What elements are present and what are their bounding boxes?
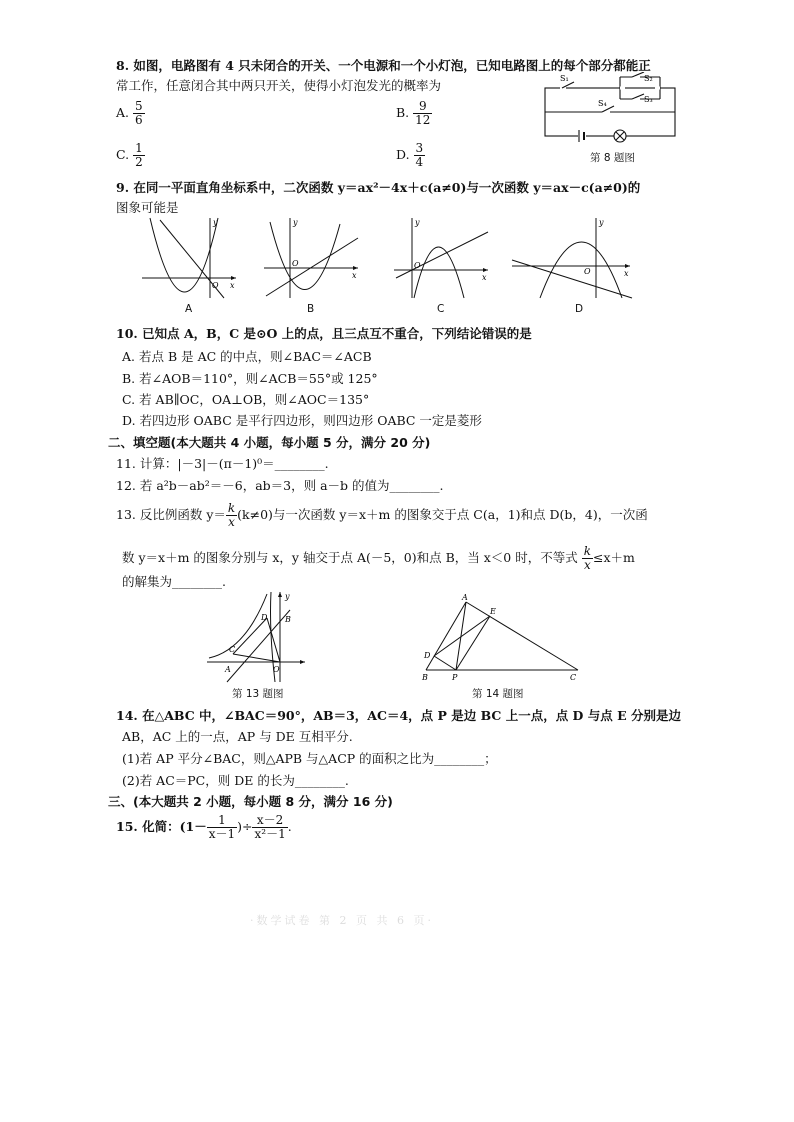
svg-text:y: y: [285, 592, 290, 601]
q8-figure-caption: 第 8 题图: [590, 152, 635, 164]
svg-text:B: B: [285, 615, 291, 624]
q8-option-c: C. $\frac{1}{2}$: [116, 141, 143, 170]
q9-graph-d: [510, 216, 635, 301]
svg-text:A: A: [225, 665, 231, 674]
q13-line3: 的解集为________.: [122, 574, 226, 589]
q14-figure-caption: 第 14 题图: [472, 688, 524, 700]
q8-label-s2: S₂: [644, 74, 653, 83]
q10-option-c: C. 若 AB∥OC，OA⊥OB，则∠AOC＝135°: [122, 392, 370, 407]
q14-part1: (1)若 AP 平分∠BAC，则△APB 与△ACP 的面积之比为________；: [122, 751, 497, 766]
svg-text:D: D: [261, 613, 268, 622]
q8-option-d: D. $\frac{3}{4}$: [396, 141, 424, 170]
svg-text:O: O: [584, 267, 591, 276]
q9-graph-a: [140, 216, 240, 301]
section-2-heading: 二、填空题(本大题共 4 小题，每小题 5 分，满分 20 分): [108, 435, 431, 450]
q9-label-b: B: [307, 303, 315, 315]
q10-option-d: D. 若四边形 OABC 是平行四边形，则四边形 OABC 一定是菱形: [122, 413, 482, 428]
q10-option-a: A. 若点 B 是 AC 的中点，则∠BAC＝∠ACB: [122, 349, 372, 364]
page-footer: ·数学试卷 第 2 页 共 6 页·: [250, 914, 434, 927]
q9-label-d: D: [575, 303, 584, 315]
q9-stem-line2: 图象可能是: [116, 200, 179, 215]
svg-text:O: O: [273, 665, 280, 674]
svg-text:x: x: [624, 269, 629, 278]
q8-label-s4: S₄: [598, 99, 607, 108]
q8-stem-line1: 8. 如图，电路图有 4 只未闭合的开关、一个电源和一个小灯泡，已知电路图上的每个部分都能正: [116, 58, 651, 73]
q10-stem: 10. 已知点 A，B，C 是⊙O 上的点，且三点互不重合，下列结论错误的是: [116, 326, 532, 341]
svg-text:C: C: [570, 673, 577, 682]
q15: 15. 化简：(1－ $\frac{1}{x-1}$ )÷ $\frac{x-2}{\text{x²－1}}$ .: [116, 813, 292, 842]
svg-text:y: y: [293, 218, 298, 227]
q10-option-b: B. 若∠AOB＝110°，则∠ACB＝55°或 125°: [122, 371, 378, 386]
svg-text:x: x: [352, 271, 357, 280]
svg-text:O: O: [212, 281, 219, 290]
q8-label-s1: S₁: [560, 74, 569, 83]
q13-line1: 13. 反比例函数 y＝ $\frac{k}{x}$ (k≠0)与一次函数 y＝x＋m 的图象交于点 C(a，1)和点 D(b，4)，一次函: [116, 501, 648, 530]
svg-text:D: D: [424, 651, 431, 660]
svg-text:y: y: [599, 218, 604, 227]
svg-text:P: P: [452, 673, 458, 682]
q9-label-c: C: [437, 303, 445, 315]
q8-option-b: B. $\frac{9}{12}$: [396, 99, 431, 128]
svg-text:O: O: [292, 259, 299, 268]
q8-circuit-diagram: [540, 72, 685, 152]
q8-stem-line2: 常工作，任意闭合其中两只开关，使得小灯泡发光的概率为: [116, 78, 442, 93]
q8-option-a: A. $\frac{5}{6}$: [116, 99, 143, 128]
q14-figure: [420, 592, 585, 682]
q13-figure-caption: 第 13 题图: [232, 688, 284, 700]
q8-label-s3: S₃: [644, 95, 653, 104]
svg-text:B: B: [422, 673, 428, 682]
q9-graph-c: [392, 216, 492, 301]
svg-text:y: y: [213, 218, 218, 227]
svg-text:E: E: [490, 607, 496, 616]
q9-label-a: A: [185, 303, 193, 315]
svg-text:C: C: [229, 645, 236, 654]
svg-text:y: y: [415, 218, 420, 227]
q11: 11. 计算：|－3|－(π－1)⁰＝________.: [116, 456, 329, 471]
q14-line1: 14. 在△ABC 中，∠BAC＝90°，AB＝3，AC＝4，点 P 是边 BC 上一点，点 D 与点 E 分别是边: [116, 708, 681, 723]
q13-line2: 数 y＝x＋m 的图象分别与 x，y 轴交于点 A(－5，0)和点 B，当 x＜0 时，不等式 $\frac{k}{x}$ ≤x＋m: [122, 544, 635, 573]
q14-line2: AB，AC 上的一点，AP 与 DE 互相平分.: [122, 729, 353, 744]
q14-part2: (2)若 AC＝PC，则 DE 的长为________.: [122, 773, 349, 788]
svg-text:A: A: [462, 593, 468, 602]
q9-stem-line1: 9. 在同一平面直角坐标系中，二次函数 y＝ax²－4x＋c(a≠0)与一次函数 y＝ax－c(a≠0)的: [116, 180, 641, 195]
section-3-heading: 三、(本大题共 2 小题，每小题 8 分，满分 16 分): [108, 794, 393, 809]
q9-graph-b: [262, 216, 362, 301]
svg-text:O: O: [414, 261, 421, 270]
q13-figure: [205, 590, 310, 685]
svg-text:x: x: [230, 281, 235, 290]
q12: 12. 若 a²b－ab²＝－6，ab＝3，则 a－b 的值为________.: [116, 478, 444, 493]
svg-text:x: x: [482, 273, 487, 282]
